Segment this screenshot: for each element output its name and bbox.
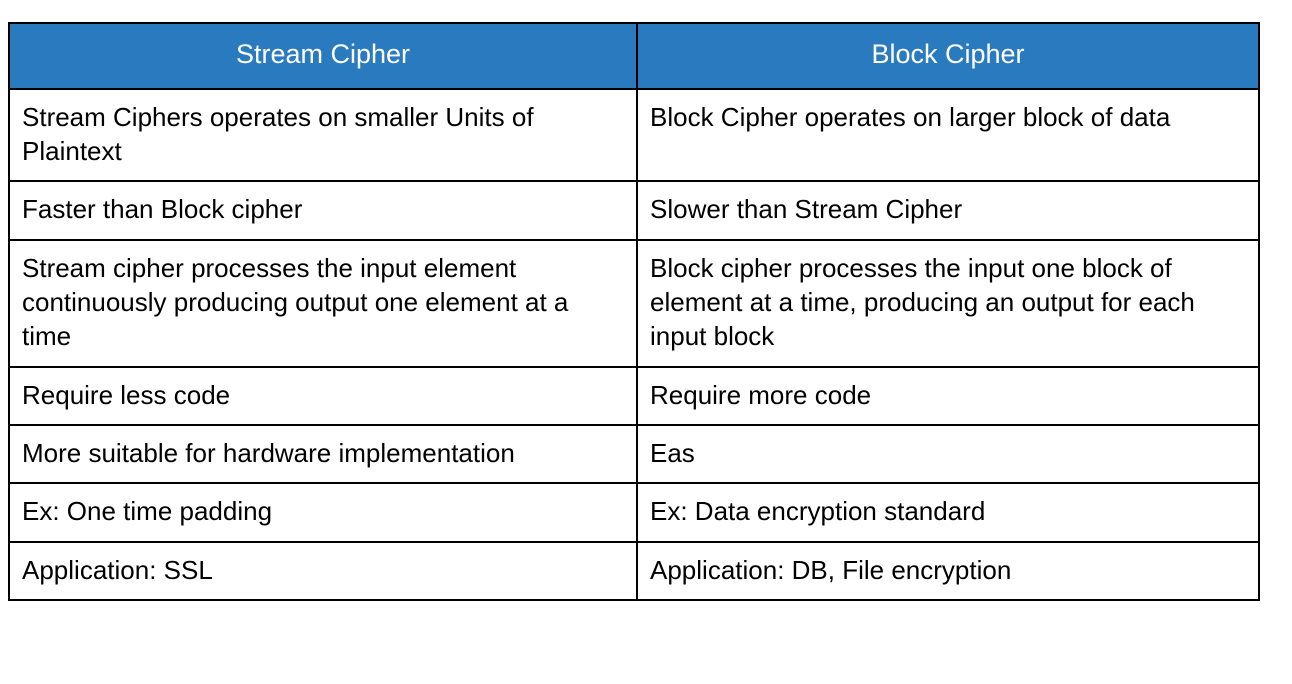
column-header-stream-cipher: Stream Cipher	[9, 23, 637, 89]
table-row	[9, 367, 1259, 425]
cell-block-cipher: Ex: Data encryption standard	[637, 483, 1259, 541]
table-row	[9, 181, 1259, 239]
table-row	[9, 542, 1259, 600]
table-row	[9, 89, 1259, 182]
cell-block-cipher: Require more code	[637, 367, 1259, 425]
cell-stream-cipher: Stream Ciphers operates on smaller Units of Plaintext	[9, 89, 637, 182]
column-header-block-cipher: Block Cipher	[637, 23, 1259, 89]
table-header	[9, 23, 1259, 89]
cell-block-cipher: Application: DB, File encryption	[637, 542, 1259, 600]
cell-stream-cipher: Ex: One time padding	[9, 483, 637, 541]
cell-stream-cipher: Require less code	[9, 367, 637, 425]
comparison-table	[8, 22, 1260, 601]
table-row	[9, 240, 1259, 367]
table-body	[9, 89, 1259, 600]
cell-stream-cipher: Stream cipher processes the input element continuously producing output one element at a time	[9, 240, 637, 367]
cell-block-cipher: Block cipher processes the input one block of element at a time, producing an output for each input block	[637, 240, 1259, 367]
cell-block-cipher: Block Cipher operates on larger block of data	[637, 89, 1259, 182]
cell-stream-cipher: Application: SSL	[9, 542, 637, 600]
cell-block-cipher: Eas	[637, 425, 1259, 483]
table-row	[9, 483, 1259, 541]
cell-stream-cipher: More suitable for hardware implementation	[9, 425, 637, 483]
table-row	[9, 425, 1259, 483]
cell-block-cipher: Slower than Stream Cipher	[637, 181, 1259, 239]
table-header-row	[9, 23, 1259, 89]
cell-stream-cipher: Faster than Block cipher	[9, 181, 637, 239]
